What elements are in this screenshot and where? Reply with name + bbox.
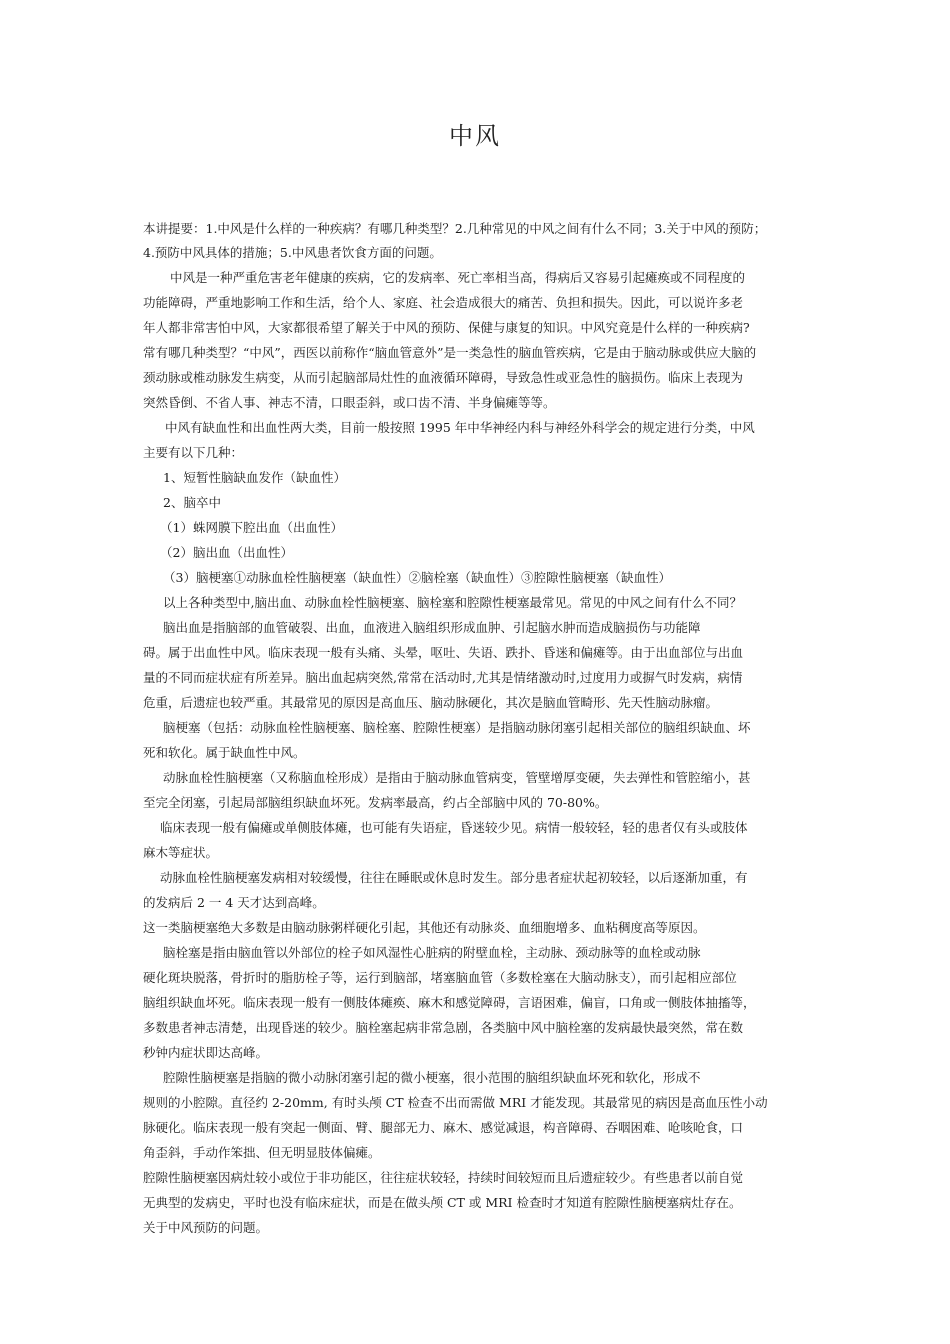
text-line: （1）蛛网膜下腔出血（出血性） (160, 520, 343, 535)
text-line: 主要有以下几种： (143, 445, 244, 460)
text-line: 2、脑卒中 (163, 495, 221, 510)
text-line: 功能障碍，严重地影响工作和生活，给个人、家庭、社会造成很大的痛苦、负担和损失。因此，可以说许多老 (143, 295, 744, 310)
text-line: （2）脑出血（出血性） (160, 545, 293, 560)
text-line: 突然昏倒、不省人事、神志不清，口眼歪斜，或口齿不清、半身偏瘫等等。 (143, 395, 556, 410)
text-line: 碍。属于出血性中风。临床表现一般有头痛、头晕，呕吐、失语、跌扑、昏迷和偏瘫等。由于出血部位与出血 (143, 645, 744, 660)
text-line: 麻木等症状。 (143, 845, 219, 860)
text-line: 规则的小腔隙。直径约 2-20mm, 有时头颅 CT 检查不出而需做 MRI 才能发现。其最常见的病因是高血压性小动 (143, 1095, 768, 1110)
text-line: 角歪斜，手动作笨拙、但无明显肢体偏瘫。 (143, 1145, 381, 1160)
text-line: 秒钟内症状即达高峰。 (143, 1045, 269, 1060)
text-line: 硬化斑块脱落，骨折时的脂肪栓子等，运行到脑部，堵塞脑血管（多数栓塞在大脑动脉支），而引起相应部位 (143, 970, 737, 985)
text-line: 脑梗塞（包括：动脉血栓性脑梗塞、脑栓塞、腔隙性梗塞）是指脑动脉闭塞引起相关部位的脑组织缺血、坏 (163, 720, 751, 735)
text-line: 无典型的发病史，平时也没有临床症状，而是在做头颅 CT 或 MRI 检查时才知道有腔隙性脑梗塞病灶存在。 (143, 1195, 742, 1210)
text-line: 多数患者神志清楚，出现昏迷的较少。脑栓塞起病非常急剧，各类脑中风中脑栓塞的发病最快最突然，常在数 (143, 1020, 744, 1035)
text-line: 年人都非常害怕中风，大家都很希望了解关于中风的预防、保健与康复的知识。中风究竟是什么样的一种疾病? (143, 320, 750, 335)
text-line: 的发病后 2 一 4 天才达到高峰。 (143, 895, 325, 910)
text-line: 脉硬化。临床表现一般有突起一侧面、臂、腿部无力、麻木、感觉减退，构音障碍、吞咽困难、呛咳呛食，口 (143, 1120, 744, 1135)
text-line: 脑出血是指脑部的血管破裂、出血，血液进入脑组织形成血肿、引起脑水肿而造成脑损伤与功能障 (163, 620, 701, 635)
text-line: 以上各种类型中,脑出血、动脉血栓性脑梗塞、脑栓塞和腔隙性梗塞最常见。常见的中风之间有什么不同？ (163, 595, 742, 610)
text-line: 危重，后遗症也较严重。其最常见的原因是高血压、脑动脉硬化，其次是脑血管畸形、先天性脑动脉瘤。 (143, 695, 719, 710)
text-line: 1、短暂性脑缺血发作（缺血性） (163, 470, 346, 485)
text-line: 动脉血栓性脑梗塞发病相对较缓慢，往往在睡眠或休息时发生。部分患者症状起初较轻，以后逐渐加重，有 (160, 870, 748, 885)
text-line: 关于中风预防的问题。 (143, 1220, 269, 1235)
text-line: 脑栓塞是指由脑血管以外部位的栓子如风湿性心脏病的附壁血栓，主动脉、颈动脉等的血栓或动脉 (163, 945, 701, 960)
page-title: 中风 (449, 122, 501, 150)
text-line: 脑组织缺血坏死。临床表现一般有一侧肢体瘫痪、麻木和感觉障碍，言语困难，偏盲，口角或一侧肢体抽搐等， (143, 995, 756, 1010)
text-line: 死和软化。属于缺血性中风。 (143, 745, 306, 760)
text-line: 中风有缺血性和出血性两大类，目前一般按照 1995 年中华神经内科与神经外科学会的规定进行分类，中风 (165, 420, 755, 435)
text-line: 至完全闭塞，引起局部脑组织缺血坏死。发病率最高，约占全部脑中风的 70-80%。 (143, 795, 608, 810)
text-line: 4.预防中风具体的措施；5.中风患者饮食方面的问题。 (143, 245, 442, 260)
text-line: 颈动脉或椎动脉发生病变，从而引起脑部局灶性的血液循环障碍，导致急性或亚急性的脑损伤。临床上表现为 (143, 370, 744, 385)
text-line: 腔隙性脑梗塞因病灶较小或位于非功能区，往往症状较轻，持续时间较短而且后遗症较少。有些患者以前自觉 (143, 1170, 744, 1185)
text-line: 动脉血栓性脑梗塞（又称脑血栓形成）是指由于脑动脉血管病变，管壁增厚变硬，失去弹性和管腔缩小，甚 (163, 770, 751, 785)
text-line: 这一类脑梗塞绝大多数是由脑动脉粥样硬化引起，其他还有动脉炎、血细胞增多、血粘稠度高等原因。 (143, 920, 706, 935)
text-line: 中风是一种严重危害老年健康的疾病，它的发病率、死亡率相当高，得病后又容易引起瘫痪或不同程度的 (170, 270, 746, 285)
text-line: 腔隙性脑梗塞是指脑的微小动脉闭塞引起的微小梗塞，很小范围的脑组织缺血坏死和软化，形成不 (163, 1070, 701, 1085)
text-line: 临床表现一般有偏瘫或单侧肢体瘫，也可能有失语症，昏迷较少见。病情一般较轻，轻的患者仅有头或肢体 (160, 820, 748, 835)
text-line: 量的不同而症状症有所差异。脑出血起病突然,常常在活动时,尤其是情绪激动时,过度用力或摒气时发病，病情 (143, 670, 743, 685)
text-line: 本讲提要：1.中风是什么样的一种疾病？有哪几种类型？2.几种常见的中风之间有什么不同；3.关于中风的预防； (143, 221, 767, 236)
text-line: 常有哪几种类型？“中风”，西医以前称作“脑血管意外”是一类急性的脑血管疾病，它是由于脑动脉或供应大脑的 (143, 345, 757, 360)
text-line: （3）脑梗塞①动脉血栓性脑梗塞（缺血性）②脑栓塞（缺血性）③腔隙性脑梗塞（缺血性） (163, 570, 671, 585)
